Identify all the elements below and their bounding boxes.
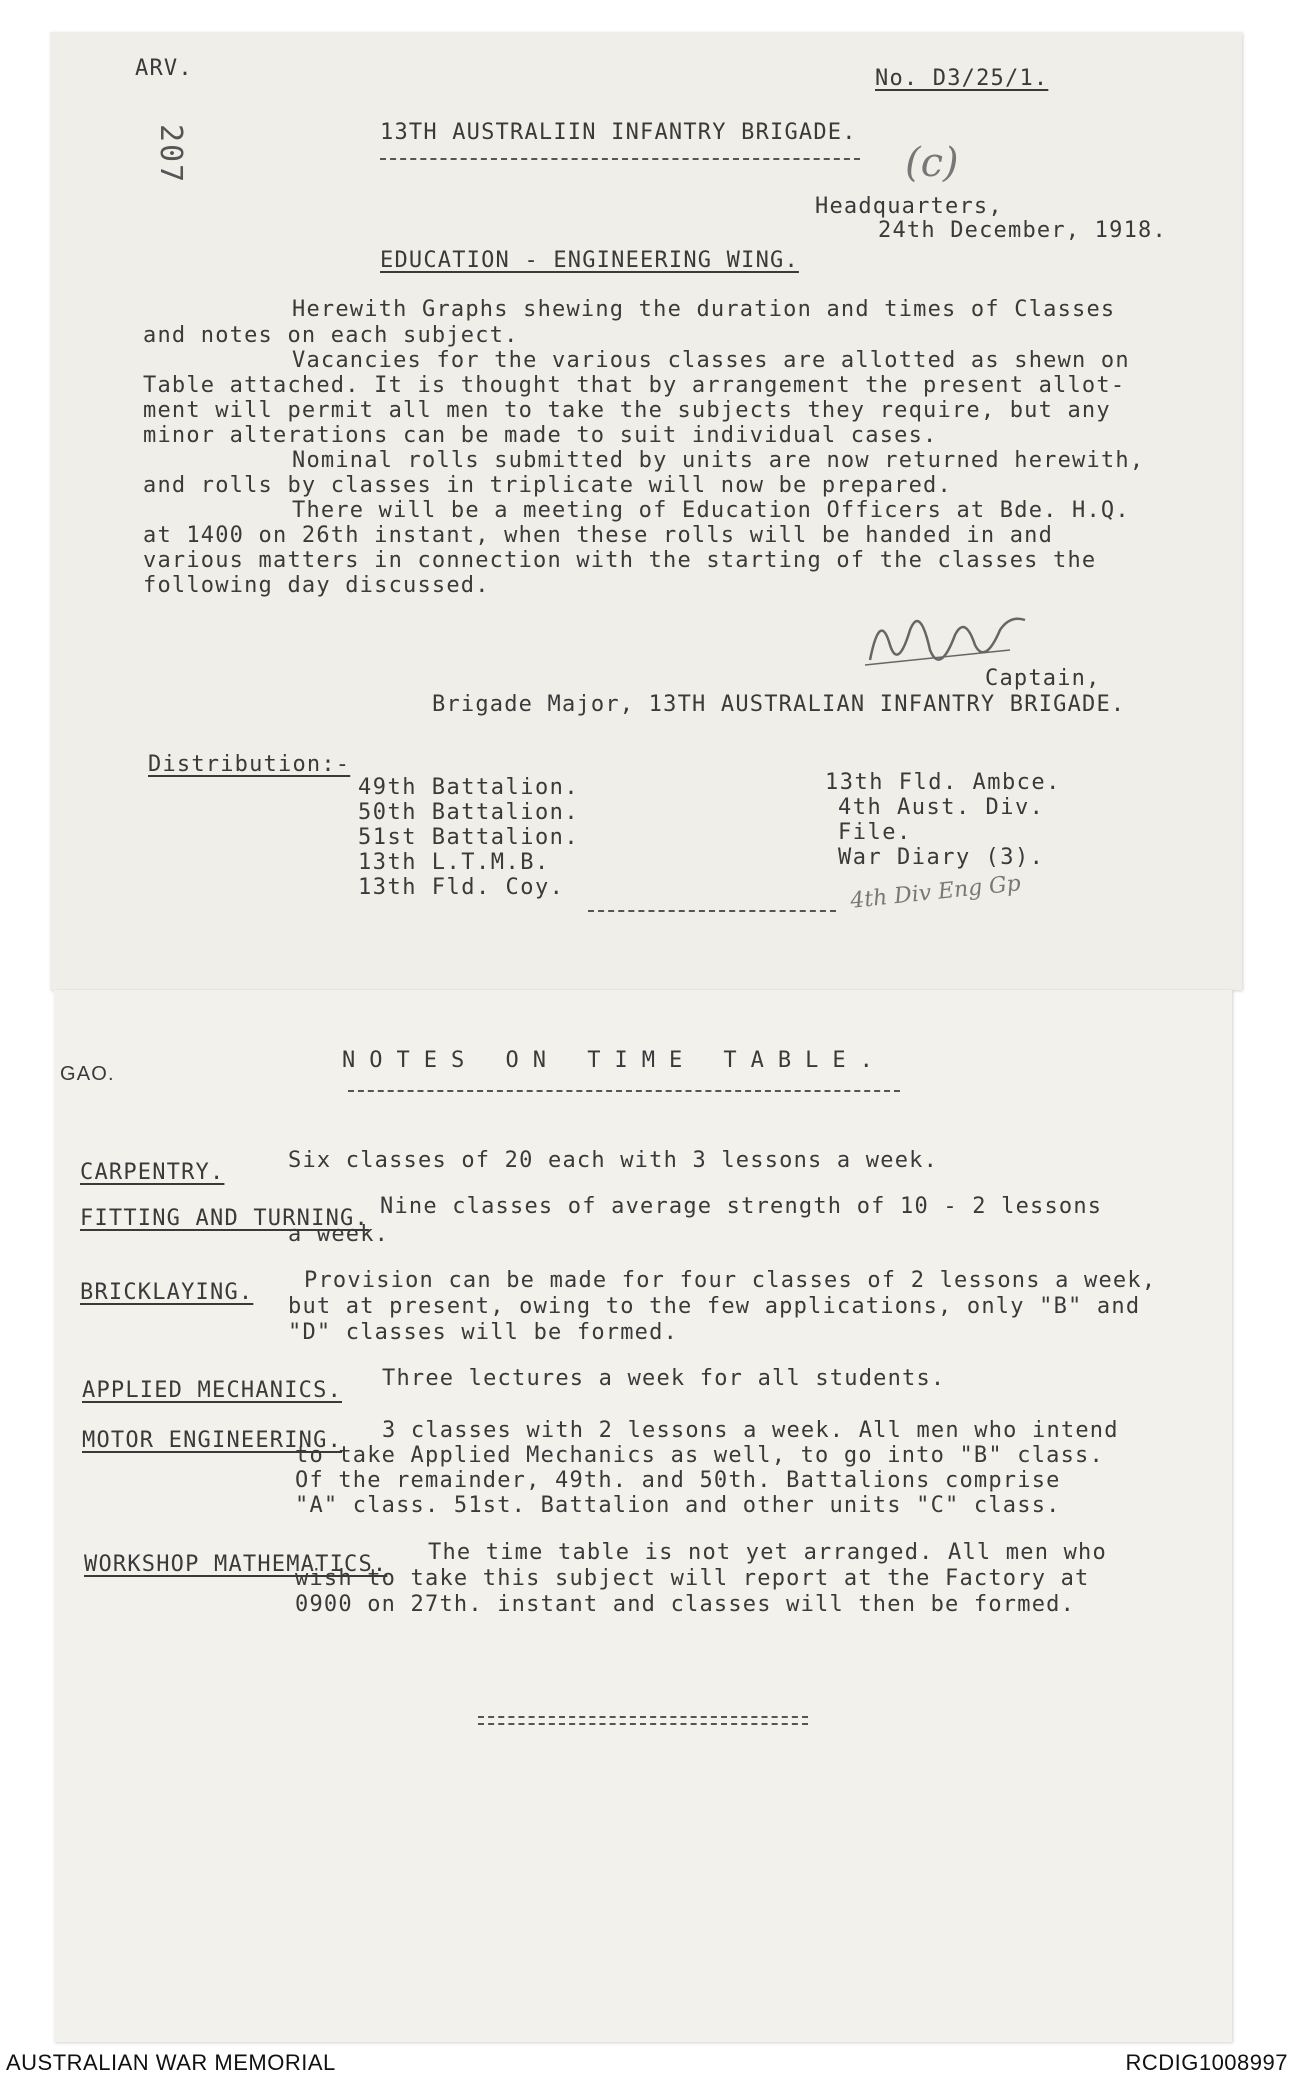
body-line: Herewith Graphs shewing the duration and times of Classes (292, 297, 1116, 322)
body-line: Table attached. It is thought that by arrangement the present allot- (143, 373, 1126, 398)
section-line: wish to take this subject will report at the Factory at (295, 1566, 1090, 1591)
handwritten-mark: (c) (905, 140, 959, 186)
hq-date: 24th December, 1918. (878, 218, 1167, 243)
notes-heading: NOTES ON TIME TABLE. (342, 1048, 887, 1073)
brigade-heading: 13TH AUSTRALIIN INFANTRY BRIGADE. (380, 120, 857, 145)
signature-rank: Captain, (985, 666, 1101, 691)
footer-credit: AUSTRALIAN WAR MEMORIAL (6, 2050, 336, 2075)
section-line: 3 classes with 2 lessons a week. All men who intend (382, 1418, 1119, 1443)
section-title: WORKSHOP MATHEMATICS. (84, 1552, 388, 1577)
body-line: Nominal rolls submitted by units are now returned herewith, (292, 448, 1145, 473)
margin-note: 207 (153, 124, 188, 185)
distribution-item: 49th Battalion. (358, 775, 580, 800)
section-line: to take Applied Mechanics as well, to go into "B" class. (295, 1443, 1104, 1468)
section-line: Of the remainder, 49th. and 50th. Battalions comprise (295, 1468, 1061, 1493)
section-title: APPLIED MECHANICS. (82, 1378, 343, 1403)
ref-number: No. D3/25/1. (875, 66, 1049, 91)
section-line: but at present, owing to the few applications, only "B" and (288, 1294, 1141, 1319)
closing-rule (478, 1716, 808, 1725)
body-line: and rolls by classes in triplicate will now be prepared. (143, 473, 952, 498)
distribution-item: 4th Aust. Div. (838, 795, 1045, 820)
body-line: ment will permit all men to take the subjects they require, but any (143, 398, 1111, 423)
signature-title: Brigade Major, 13TH AUSTRALIAN INFANTRY BRIGADE. (432, 692, 1126, 717)
distribution-item: 13th Fld. Ambce. (825, 770, 1061, 795)
distribution-item: War Diary (3). (838, 845, 1045, 870)
body-line: Vacancies for the various classes are allotted as shewn on (292, 348, 1130, 373)
section-line: Nine classes of average strength of 10 - 2 lessons (380, 1194, 1103, 1219)
section-line: a week. (288, 1222, 390, 1247)
body-line: and notes on each subject. (143, 323, 519, 348)
distribution-item: 50th Battalion. (358, 800, 580, 825)
body-line: following day discussed. (143, 573, 490, 598)
distribution-item: 13th L.T.M.B. (358, 850, 550, 875)
footer-id: RCDIG1008997 (1125, 2050, 1288, 2075)
section-title: BRICKLAYING. (80, 1280, 254, 1305)
body-line: minor alterations can be made to suit individual cases. (143, 423, 938, 448)
section-line: Six classes of 20 each with 3 lessons a week. (288, 1148, 939, 1173)
hq-line1: Headquarters, (815, 194, 1003, 219)
section-title: FITTING AND TURNING. (80, 1206, 369, 1231)
body-line: at 1400 on 26th instant, when these rolls will be handed in and (143, 523, 1054, 548)
section-line: Provision can be made for four classes of 2 lessons a week, (304, 1268, 1157, 1293)
ref-left: ARV. (135, 56, 193, 81)
section-line: "D" classes will be formed. (288, 1320, 679, 1345)
section-line: The time table is not yet arranged. All men who (428, 1540, 1107, 1565)
distribution-item: File. (838, 820, 912, 845)
section-line: Three lectures a week for all students. (382, 1366, 946, 1391)
handwritten-note: 4th Div Eng Gp (849, 871, 1022, 914)
body-line: various matters in connection with the starting of the classes the (143, 548, 1097, 573)
body-line: There will be a meeting of Education Officers at Bde. H.Q. (292, 498, 1130, 523)
distribution-item: 13th Fld. Coy. (358, 875, 565, 900)
section-title: MOTOR ENGINEERING. (82, 1428, 343, 1453)
section-title: CARPENTRY. (80, 1160, 225, 1185)
distribution-rule (588, 910, 836, 912)
notes-heading-rule (348, 1090, 900, 1092)
distribution-item: 51st Battalion. (358, 825, 580, 850)
ref-left-bottom: GAO. (60, 1063, 115, 1085)
heading-rule (380, 158, 860, 160)
subject-line: EDUCATION - ENGINEERING WING. (380, 248, 799, 273)
section-line: "A" class. 51st. Battalion and other units "C" class. (295, 1493, 1061, 1518)
section-line: 0900 on 27th. instant and classes will then be formed. (295, 1592, 1076, 1617)
distribution-label: Distribution:- (148, 752, 351, 777)
